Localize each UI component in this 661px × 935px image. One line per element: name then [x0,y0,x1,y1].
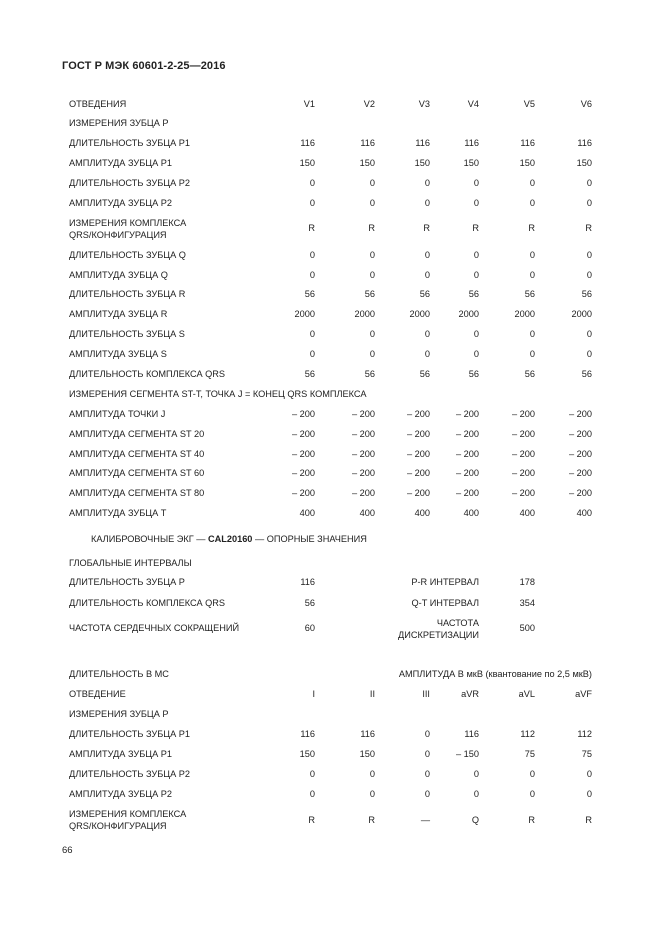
cell-value: 116 [415,138,430,148]
table-row [0,270,661,290]
col-header: III [422,689,430,699]
row-label: ДЛИТЕЛЬНОСТЬ ЗУБЦА P2 [69,178,190,188]
cell-value: R [368,223,375,233]
cell-value: – 200 [407,409,430,419]
row-label: ДЛИТЕЛЬНОСТЬ ЗУБЦА R [69,289,186,299]
cell-value: 116 [300,577,315,587]
table-row [0,369,661,389]
cell-value: 0 [369,329,375,339]
units-row [0,669,661,689]
cell-value: 0 [369,178,375,188]
cell-value: 75 [581,749,592,759]
cell-value: 56 [364,369,375,379]
cell-value: 0 [529,250,535,260]
calibration-title [91,534,367,544]
cell-value: R [528,815,535,825]
cell-value: R [368,815,375,825]
row-label [69,808,186,832]
section-heading [0,558,661,578]
global-row [0,598,661,618]
cell-value: R [423,223,430,233]
cell-value: 0 [424,789,430,799]
cell-value: 0 [586,250,592,260]
cell-value: 0 [529,349,535,359]
cell-value: 0 [424,329,430,339]
cell-value: – 200 [512,468,535,478]
cell-value: 400 [299,508,315,518]
cell-value: – 200 [456,468,479,478]
table-row [0,178,661,198]
cell-value: – 200 [569,468,592,478]
cell-value: 0 [424,270,430,280]
cell-value: 56 [304,289,315,299]
row-label: АМПЛИТУДА СЕГМЕНТА ST 20 [69,429,205,439]
table-row [0,250,661,270]
col-header: I [312,689,315,699]
cell-value: 0 [369,349,375,359]
cell-value: – 200 [292,429,315,439]
cell-value: 116 [300,138,315,148]
cell-value: – 200 [352,409,375,419]
table1-header-row [0,99,661,119]
col-header: aVL [518,689,535,699]
row-label [369,617,479,641]
table-row [0,429,661,449]
row-label: ДЛИТЕЛЬНОСТЬ ЗУБЦА Q [69,250,186,260]
cell-value: 0 [529,198,535,208]
cell-value: – 200 [292,488,315,498]
leads-label: ОТВЕДЕНИЯ [69,99,127,109]
cell-value: 500 [519,623,535,633]
calibration-code: CAL20160 [207,534,253,544]
cell-value: 354 [519,598,535,608]
cell-value: 0 [424,749,430,759]
cell-value: 0 [424,769,430,779]
cell-value: – 200 [352,468,375,478]
cell-value: 0 [424,178,430,188]
cell-value: 0 [586,349,592,359]
cell-value: – 200 [569,488,592,498]
col-header: V1 [303,99,315,109]
row-label-line: QRS/КОНФИГУРАЦИЯ [69,821,167,831]
cell-value: 0 [473,270,479,280]
table-row [0,468,661,488]
cell-value: 150 [519,158,535,168]
table-row [0,329,661,349]
cell-value: – 200 [407,468,430,478]
cell-value: 0 [473,769,479,779]
cell-value: – 150 [456,749,479,759]
cell-value: R [585,223,592,233]
cell-value: 400 [359,508,375,518]
row-label: ДЛИТЕЛЬНОСТЬ ЗУБЦА P2 [69,769,190,779]
cell-value: 150 [576,158,592,168]
cell-value: – 200 [569,409,592,419]
cell-value: 150 [299,749,315,759]
calibration-heading [0,534,661,554]
table-row [0,138,661,158]
row-label: АМПЛИТУДА ТОЧКИ J [69,409,166,419]
cell-value: 0 [529,789,535,799]
table-row [0,198,661,218]
cell-value: 0 [309,178,315,188]
cell-value: 0 [586,178,592,188]
cell-value: – 200 [512,449,535,459]
row-label: АМПЛИТУДА ЗУБЦА Q [69,270,168,280]
table-row-qrs-config [0,808,661,834]
cell-value: 0 [529,270,535,280]
units-right: АМПЛИТУДА В мкВ (квантование по 2,5 мкВ) [398,669,592,679]
cell-value: – 200 [456,488,479,498]
cell-value: 0 [309,250,315,260]
section-title: ИЗМЕРЕНИЯ ЗУБЦА P [69,118,169,128]
row-label [69,217,186,241]
cell-value: 116 [464,729,479,739]
cell-value: 0 [424,349,430,359]
row-label: ДЛИТЕЛЬНОСТЬ ЗУБЦА P1 [69,729,190,739]
cell-value: 56 [524,369,535,379]
col-header: aVR [461,689,479,699]
cell-value: 56 [581,289,592,299]
cell-value: 116 [464,138,479,148]
row-label: ДЛИТЕЛЬНОСТЬ КОМПЛЕКСА QRS [69,598,226,608]
cell-value: 400 [463,508,479,518]
row-label: АМПЛИТУДА СЕГМЕНТА ST 60 [69,468,205,478]
cell-value: 0 [473,198,479,208]
cell-value: 60 [304,623,315,633]
table2-header-row [0,689,661,709]
cell-value: 0 [309,270,315,280]
cell-value: 0 [309,198,315,208]
cell-value: 116 [360,138,375,148]
row-label: АМПЛИТУДА ЗУБЦА S [69,349,167,359]
row-label: АМПЛИТУДА СЕГМЕНТА ST 40 [69,449,205,459]
row-label: Q-T ИНТЕРВАЛ [411,598,479,608]
units-left: ДЛИТЕЛЬНОСТЬ В МС [69,669,169,679]
cell-value: 0 [529,769,535,779]
cell-value: 0 [369,769,375,779]
lead-label: ОТВЕДЕНИЕ [69,689,126,699]
cell-value: 56 [364,289,375,299]
section-heading [0,118,661,138]
table-row [0,289,661,309]
cell-value: 0 [473,178,479,188]
cell-value: 2000 [571,309,592,319]
cell-value: R [585,815,592,825]
cell-value: — [420,815,430,825]
table-row [0,749,661,769]
cell-value: 0 [369,198,375,208]
section-heading [0,389,661,409]
cell-value: 0 [529,178,535,188]
cell-value: 0 [424,250,430,260]
cell-value: 150 [359,749,375,759]
cell-value: – 200 [512,429,535,439]
row-label: АМПЛИТУДА ЗУБЦА P1 [69,749,172,759]
cell-value: 0 [586,329,592,339]
global-row [0,617,661,643]
cell-value: – 200 [456,449,479,459]
row-label: АМПЛИТУДА ЗУБЦА T [69,508,167,518]
cell-value: – 200 [407,449,430,459]
row-label: АМПЛИТУДА ЗУБЦА P2 [69,789,172,799]
cell-value: – 200 [569,449,592,459]
table-row [0,158,661,178]
cell-value: 56 [304,369,315,379]
cell-value: 150 [299,158,315,168]
row-label-line: ИЗМЕРЕНИЯ КОМПЛЕКСА [69,809,187,819]
row-label-line: ЧАСТОТА [436,618,479,628]
cell-value: 56 [304,598,315,608]
cell-value: – 200 [352,449,375,459]
table-row [0,349,661,369]
cell-value: – 200 [352,488,375,498]
page-number: 66 [62,845,73,856]
cell-value: 150 [359,158,375,168]
row-label: АМПЛИТУДА ЗУБЦА P1 [69,158,172,168]
cell-value: 150 [414,158,430,168]
cell-value: 2000 [458,309,479,319]
row-label-line: ИЗМЕРЕНИЯ КОМПЛЕКСА [69,218,187,228]
row-label: ЧАСТОТА СЕРДЕЧНЫХ СОКРАЩЕНИЙ [69,623,240,633]
calibration-title-post: — ОПОРНЫЕ ЗНАЧЕНИЯ [252,534,367,544]
row-label: ДЛИТЕЛЬНОСТЬ ЗУБЦА P1 [69,138,190,148]
row-label: ДЛИТЕЛЬНОСТЬ ЗУБЦА P [69,577,185,587]
cell-value: – 200 [512,488,535,498]
col-header: V3 [418,99,430,109]
cell-value: 0 [586,198,592,208]
cell-value: 116 [577,138,592,148]
section-title: ИЗМЕРЕНИЯ ЗУБЦА P [69,709,169,719]
cell-value: 0 [309,349,315,359]
cell-value: – 200 [407,429,430,439]
cell-value: 0 [529,329,535,339]
cell-value: 2000 [514,309,535,319]
col-header: V4 [467,99,479,109]
cell-value: 0 [424,198,430,208]
col-header: II [369,689,375,699]
cell-value: R [308,223,315,233]
cell-value: 56 [524,289,535,299]
cell-value: 0 [369,250,375,260]
cell-value: 400 [519,508,535,518]
table-row [0,789,661,809]
cell-value: 0 [309,329,315,339]
cell-value: 112 [520,729,535,739]
cell-value: 0 [369,789,375,799]
cell-value: – 200 [352,429,375,439]
row-label: АМПЛИТУДА ЗУБЦА P2 [69,198,172,208]
cell-value: 0 [369,270,375,280]
cell-value: – 200 [407,488,430,498]
row-label: ДЛИТЕЛЬНОСТЬ ЗУБЦА S [69,329,185,339]
cell-value: 0 [473,789,479,799]
cell-value: 0 [309,789,315,799]
cell-value: – 200 [569,429,592,439]
row-label-line: QRS/КОНФИГУРАЦИЯ [69,230,167,240]
table-row [0,409,661,429]
cell-value: 56 [468,369,479,379]
table-row-qrs-config [0,217,661,243]
section-title: ГЛОБАЛЬНЫЕ ИНТЕРВАЛЫ [69,558,192,568]
cell-value: R [528,223,535,233]
cell-value: 0 [309,769,315,779]
table-row [0,508,661,528]
table-row [0,729,661,749]
table-row [0,488,661,508]
section-heading [0,709,661,729]
cell-value: 400 [414,508,430,518]
cell-value: 2000 [294,309,315,319]
section-title: ИЗМЕРЕНИЯ СЕГМЕНТА ST-T, ТОЧКА J = КОНЕЦ QRS КОМПЛЕКСА [69,389,367,399]
cell-value: 0 [586,270,592,280]
cell-value: 56 [468,289,479,299]
cell-value: 116 [360,729,375,739]
cell-value: R [472,223,479,233]
cell-value: 56 [419,369,430,379]
col-header: V6 [580,99,592,109]
cell-value: 56 [419,289,430,299]
cell-value: 400 [576,508,592,518]
cell-value: 56 [581,369,592,379]
cell-value: Q [471,815,479,825]
cell-value: – 200 [292,449,315,459]
row-label: АМПЛИТУДА СЕГМЕНТА ST 80 [69,488,205,498]
row-label: АМПЛИТУДА ЗУБЦА R [69,309,168,319]
cell-value: 150 [463,158,479,168]
global-row [0,577,661,597]
row-label-line: ДИСКРЕТИЗАЦИИ [398,630,479,640]
cell-value: 0 [473,349,479,359]
cell-value: 0 [424,729,430,739]
cell-value: 0 [473,250,479,260]
cell-value: 116 [300,729,315,739]
cell-value: – 200 [456,429,479,439]
cell-value: R [308,815,315,825]
row-label: ДЛИТЕЛЬНОСТЬ КОМПЛЕКСА QRS [69,369,226,379]
cell-value: 75 [524,749,535,759]
col-header: V2 [363,99,375,109]
cell-value: – 200 [292,468,315,478]
table-row [0,769,661,789]
cell-value: 0 [473,329,479,339]
cell-value: 0 [586,769,592,779]
col-header: aVF [575,689,592,699]
cell-value: 178 [519,577,535,587]
cell-value: 116 [520,138,535,148]
calibration-title-pre: КАЛИБРОВОЧНЫЕ ЭКГ — [91,534,208,544]
cell-value: – 200 [512,409,535,419]
row-label: P-R ИНТЕРВАЛ [411,577,479,587]
cell-value: 2000 [409,309,430,319]
cell-value: 0 [586,789,592,799]
col-header: V5 [523,99,535,109]
table-row [0,449,661,469]
table-row [0,309,661,329]
cell-value: – 200 [292,409,315,419]
cell-value: – 200 [456,409,479,419]
cell-value: 112 [577,729,592,739]
cell-value: 2000 [354,309,375,319]
document-header: ГОСТ Р МЭК 60601-2-25—2016 [62,60,226,72]
